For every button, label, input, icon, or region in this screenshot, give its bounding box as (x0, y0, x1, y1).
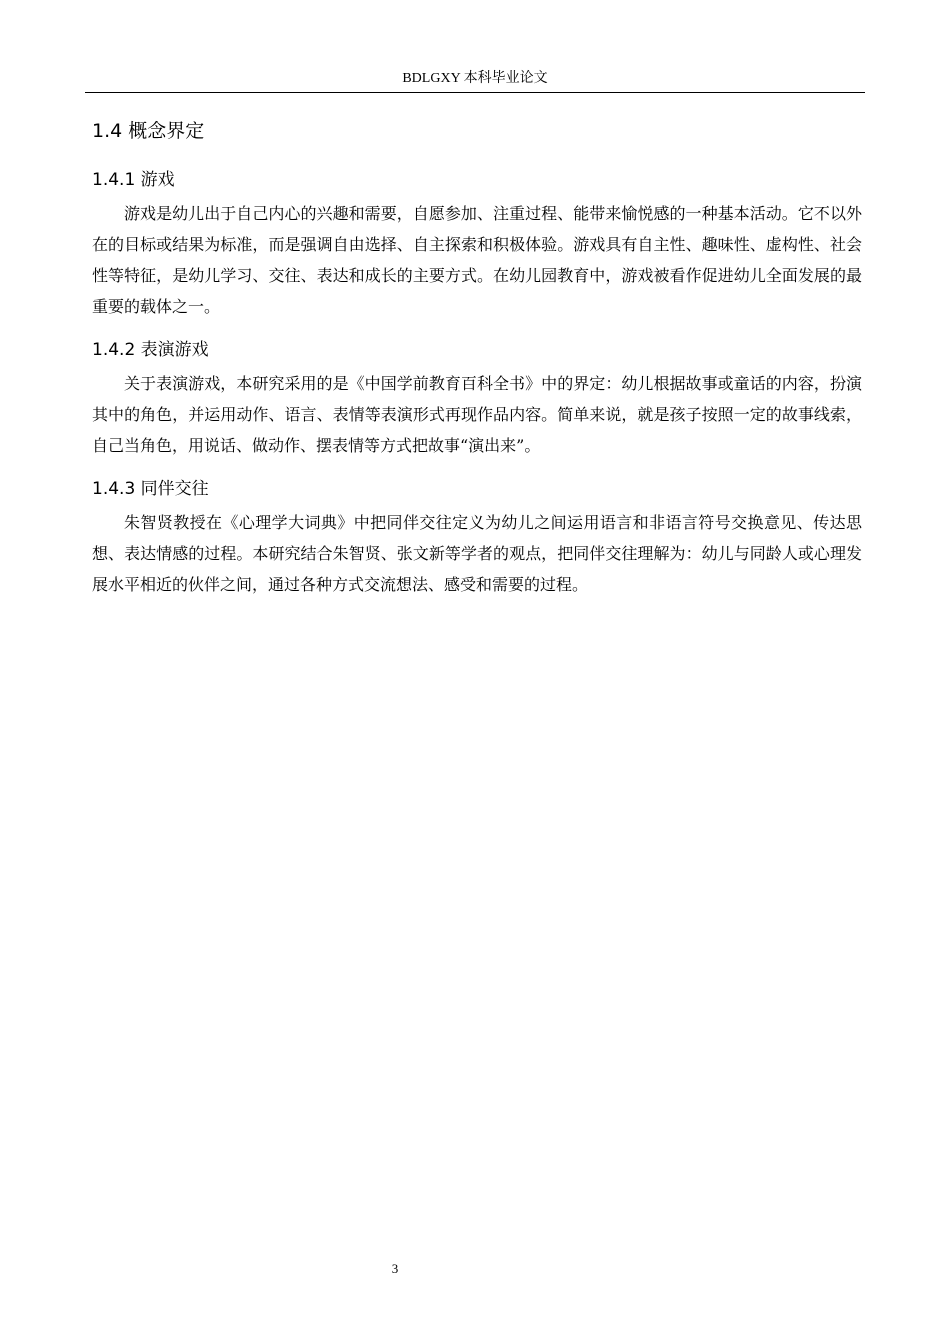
subsection-heading-performance-game: 1.4.2 表演游戏 (92, 340, 209, 360)
section-heading: 1.4 概念界定 (92, 120, 205, 142)
header-title: BDLGXY 本科毕业论文 (402, 71, 548, 86)
subsection-heading-peer-interaction: 1.4.3 同伴交往 (92, 479, 209, 499)
page-header (85, 70, 865, 93)
paragraph-game: 游戏是幼儿出于自己内心的兴趣和需要，自愿参加、注重过程、能带来愉悦感的一种基本活动。它不以外在的目标或结果为标准，而是强调自由选择、自主探索和积极体验。游戏具有自主性、趣味性、虚构性、社会性等特征，是幼儿学习、交往、表达和成长的主要方式。在幼儿园教育中，游戏被看作促进幼儿全面发展的最重要的载体之一。 (92, 204, 862, 316)
page-number: 3 (391, 1261, 399, 1276)
subsection-heading-game: 1.4.1 游戏 (92, 170, 175, 190)
paragraph-peer-interaction: 朱智贤教授在《心理学大词典》中把同伴交往定义为幼儿之间运用语言和非语言符号交换意见、传达思想、表达情感的过程。本研究结合朱智贤、张文新等学者的观点，把同伴交往理解为：幼儿与同龄人或心理发展水平相近的伙伴之间，通过各种方式交流想法、感受和需要的过程。 (92, 513, 862, 594)
page-content (92, 116, 862, 614)
paragraph-performance-game: 关于表演游戏，本研究采用的是《中国学前教育百科全书》中的界定：幼儿根据故事或童话的内容，扮演其中的角色，并运用动作、语言、表情等表演形式再现作品内容。简单来说，就是孩子按照一定的故事线索，自己当角色，用说话、做动作、摆表情等方式把故事“演出来”。 (92, 374, 862, 455)
